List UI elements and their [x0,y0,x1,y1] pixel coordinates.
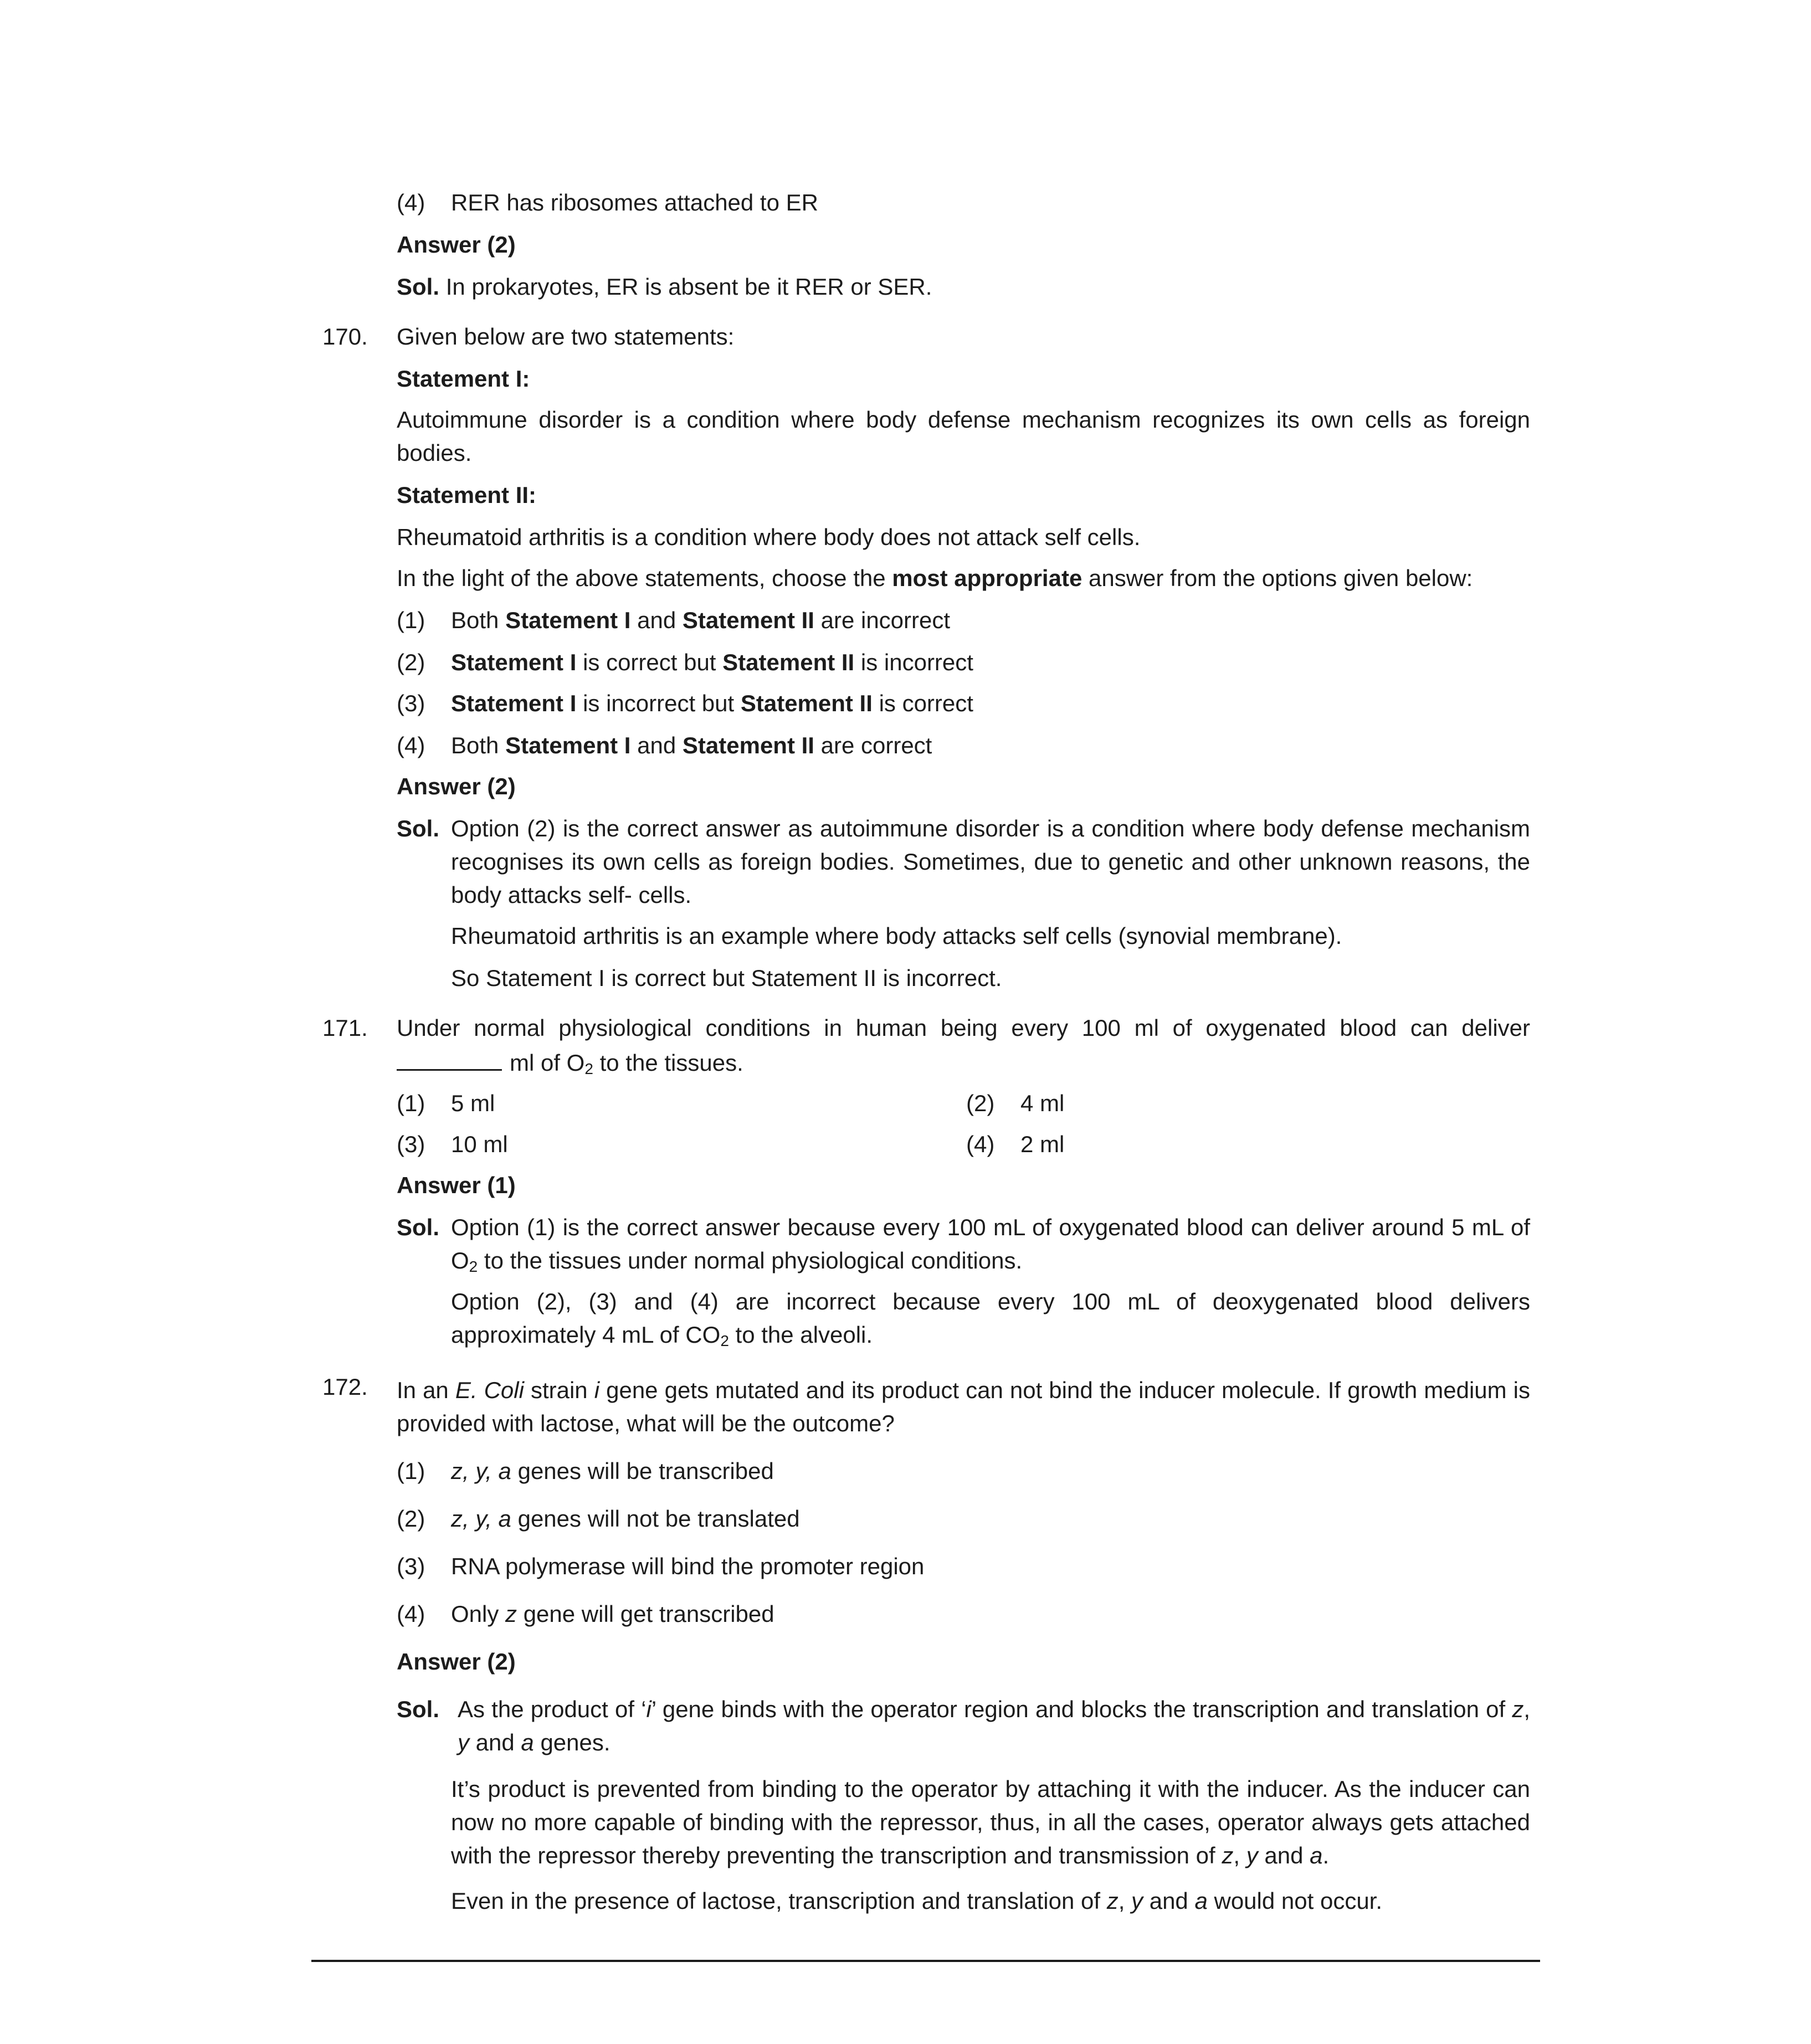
solution-text-part: and [1258,1842,1310,1868]
question-number-172: 172. [322,1374,368,1400]
solution-text-part: As the product of ‘ [458,1696,647,1722]
option-text: is correct [879,690,973,716]
solution-text-italic: y [1131,1888,1143,1914]
solution-text-part: and [469,1729,521,1755]
q171-option-4 [966,1128,1064,1161]
option-text: gene will get transcribed [517,1601,774,1627]
option-text-italic: z [505,1601,517,1627]
question-text: gene gets mutated and its product can not bind the inducer molecule. If growth medium is provided with lactose, what will be the outcome? [397,1377,1531,1436]
prompt-text: answer from the options given below: [1082,565,1473,591]
option-text: is incorrect [860,649,973,675]
question-170-prompt [397,562,1473,595]
option-text: 5 ml [451,1090,495,1116]
statement-1-label: Statement I: [397,366,530,392]
statement-2-label: Statement II: [397,482,537,508]
solution-text-part: Option (1) is the correct answer because every 100 mL of oxygenated blood can deliver around 5 mL of O [451,1214,1530,1273]
option-number: (1) [397,1090,425,1116]
subscript: 2 [720,1332,729,1349]
question-text: strain [524,1377,594,1403]
option-text: Statement II [740,690,873,716]
solution-text-italic: y [458,1729,469,1755]
subscript: 2 [469,1258,478,1275]
q171-option-2 [966,1087,1064,1120]
footer-divider [311,1960,1540,1962]
solution-text [458,1693,1530,1759]
question-170-intro: Given below are two statements: [397,323,735,350]
q171-option-1 [397,1087,495,1120]
question-text: to the tissues. [593,1050,743,1076]
solution-text-italic: a [1310,1842,1323,1868]
option-number: (4) [397,1601,425,1627]
question-line: Under normal physiological conditions in human being every 100 ml of oxygenated blood can deliver [397,1015,1530,1041]
solution-171-para-2 [451,1285,1530,1352]
answer-label: Answer (2) [397,232,516,258]
option-text: is incorrect but [583,690,735,716]
solution-label: Sol. [397,274,440,300]
option-text-italic: z, y, a [451,1506,511,1532]
q170-option-1 [397,604,950,637]
option-number: (3) [397,1131,425,1157]
option-text: RNA polymerase will bind the promoter region [451,1553,925,1579]
option-text: 10 ml [451,1131,508,1157]
solution-text-part: and [1143,1888,1195,1914]
solution-text-italic: z [1222,1842,1234,1868]
option-number: (3) [397,1553,425,1579]
question-172-text [397,1374,1530,1440]
option-text: Both [451,607,499,633]
solution-text-part: to the tissues under normal physiological conditions. [478,1247,1023,1273]
option-text: is correct but [583,649,716,675]
option-number: (3) [397,690,425,716]
option-text: 4 ml [1020,1090,1065,1116]
solution-172 [397,1693,1530,1759]
solution-text-part: to the alveoli. [728,1322,873,1348]
option-text: are correct [820,732,932,758]
option-number: (1) [397,607,425,633]
question-number-170: 170. [322,323,368,350]
solution-171 [397,1211,1530,1277]
option-number: (4) [966,1131,995,1157]
option-text: genes will be transcribed [511,1458,774,1484]
option-text: genes will not be translated [511,1506,800,1532]
solution-text-italic: a [1194,1888,1208,1914]
answer-blank [397,1045,502,1071]
option-text: 2 ml [1020,1131,1065,1157]
solution [397,270,932,304]
solution-text-italic: z [1106,1888,1119,1914]
solution-text-part: , [1233,1842,1246,1868]
option-text: and [637,607,676,633]
solution-170-para-3: So Statement I is correct but Statement II is incorrect. [451,965,1002,991]
solution-text-part: , [1118,1888,1132,1914]
option-number: (4) [397,189,425,215]
option-4 [397,186,818,219]
statement-1-text: Autoimmune disorder is a condition where body defense mechanism recognizes its own cells as foreign bodies. [397,407,1530,466]
option-text: Statement I [451,649,577,675]
question-text: In an [397,1377,455,1403]
option-text: Statement I [505,607,631,633]
option-text: Both [451,732,499,758]
question-text-italic: E. Coli [455,1377,524,1403]
solution-text-italic: z [1512,1696,1524,1722]
answer-label: Answer (2) [397,1648,516,1675]
solution-text: Option (2) is the correct answer as autoimmune disorder is a condition where body defense mechanism recognises its own cells as foreign bodies. Sometimes, due to genetic and other unknown reasons, the body attacks self- cells. [451,815,1530,908]
q170-option-4 [397,729,932,762]
prompt-emphasis: most appropriate [892,565,1083,591]
prompt-text: In the light of the above statements, choose the [397,565,892,591]
answer-label: Answer (1) [397,1172,516,1198]
option-text: Only [451,1601,506,1627]
solution-172-para-3 [451,1884,1382,1918]
solution-text-italic: i [646,1696,651,1722]
solution-text-part: Even in the presence of lactose, transcription and translation of [451,1888,1107,1914]
option-text: Statement I [505,732,631,758]
option-text: Statement II [682,732,814,758]
answer-label: Answer (2) [397,773,516,799]
option-text: Statement II [682,607,814,633]
option-number: (2) [397,1506,425,1532]
solution-text: In prokaryotes, ER is absent be it RER or SER. [445,274,932,300]
solution-label: Sol. [397,1214,440,1240]
solution-170 [397,812,1530,912]
solution-text-part: , [1523,1696,1530,1722]
q171-option-3 [397,1128,508,1161]
solution-170-para-2: Rheumatoid arthritis is an example where body attacks self cells (synovial membrane). [451,923,1342,949]
q172-option-2 [397,1502,800,1535]
option-number: (4) [397,732,425,758]
solution-label: Sol. [397,815,440,841]
option-number: (1) [397,1458,425,1484]
solution-text-part: It’s product is prevented from binding to the operator by attaching it with the inducer. As the inducer can now no more capable of binding with the repressor, thus, in all the cases, operator always gets attached with the repressor thereby preventing the transcription and transmission of [451,1776,1530,1868]
subscript: 2 [584,1060,593,1077]
solution-text [451,1211,1530,1277]
solution-text-part: would not occur. [1207,1888,1383,1914]
solution-text-part: Option (2), (3) and (4) are incorrect because every 100 mL of deoxygenated blood delivers approximately 4 mL of CO [451,1288,1530,1348]
solution-text-part: ’ gene binds with the operator region and blocks the transcription and translation of [651,1696,1512,1722]
q170-option-2 [397,646,973,679]
statement-2-text: Rheumatoid arthritis is a condition where body does not attack self cells. [397,524,1141,550]
option-text: Statement II [722,649,855,675]
option-text: are incorrect [820,607,951,633]
option-text: Statement I [451,690,577,716]
solution-text-italic: y [1246,1842,1258,1868]
option-text: RER has ribosomes attached to ER [451,189,818,215]
question-number-171: 171. [322,1015,368,1041]
solution-label: Sol. [397,1696,440,1722]
q172-option-4 [397,1598,774,1631]
question-text-italic: i [594,1377,600,1403]
solution-text-part: genes. [533,1729,610,1755]
solution-text-italic: a [521,1729,534,1755]
option-number: (2) [397,649,425,675]
solution-text-part: . [1322,1842,1330,1868]
solution-172-para-2 [451,1773,1530,1872]
q172-option-1 [397,1455,774,1488]
option-number: (2) [966,1090,995,1116]
option-text-italic: z, y, a [451,1458,511,1484]
question-text: ml of O [510,1050,585,1076]
q172-option-3 [397,1550,924,1583]
question-line [397,1045,1530,1080]
option-text: and [637,732,676,758]
q170-option-3 [397,687,973,720]
question-171-text [397,1011,1530,1080]
